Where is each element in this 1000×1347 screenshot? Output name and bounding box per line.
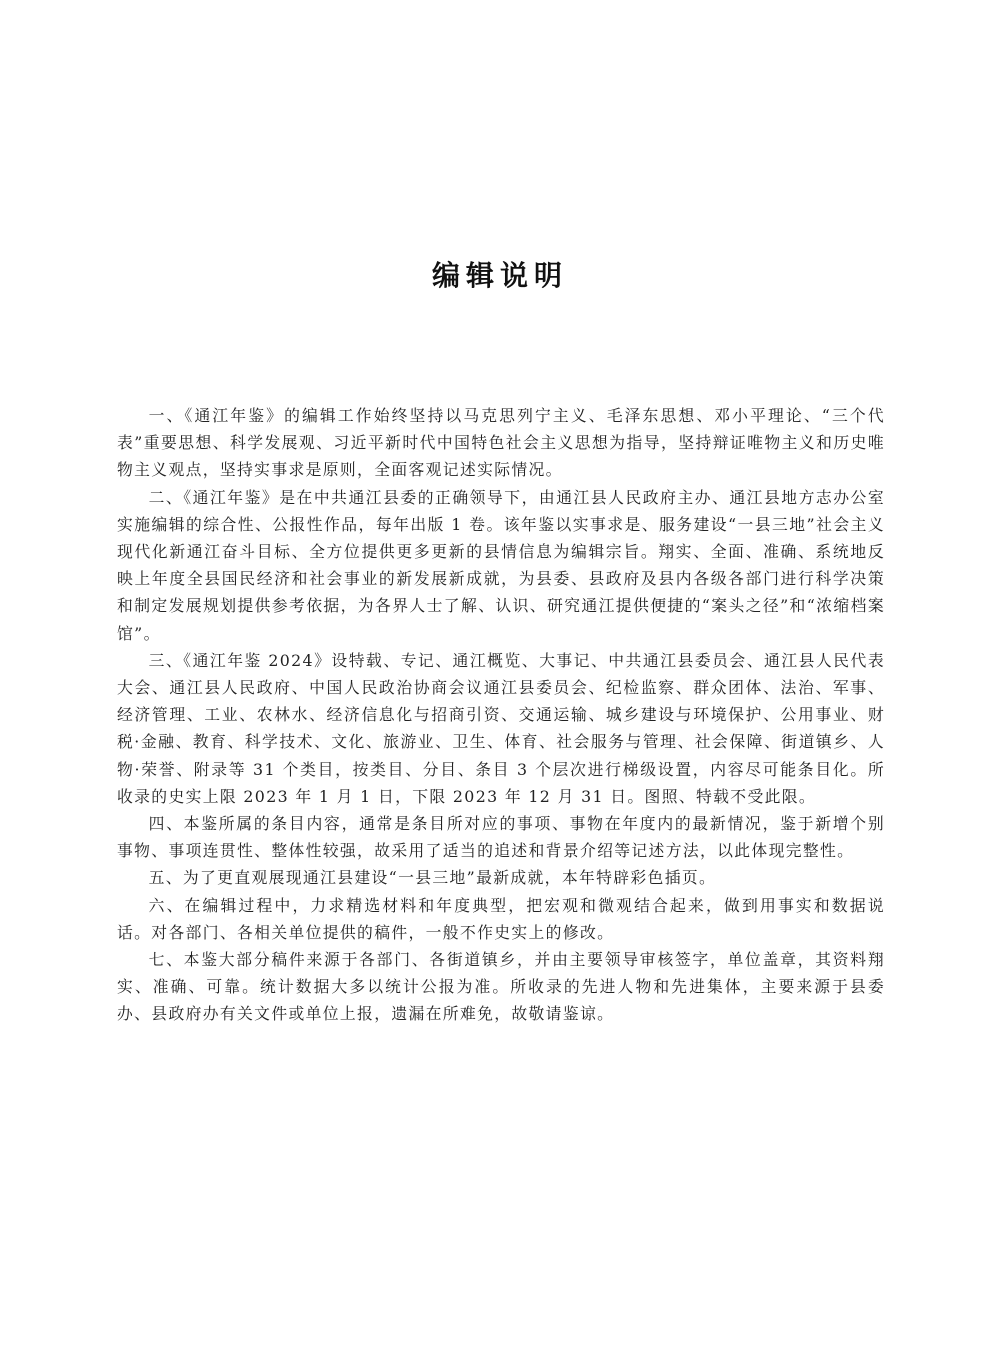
paragraph-5: 五、为了更直观展现通江县建设“一县三地”最新成就，本年特辟彩色插页。 [148, 868, 717, 888]
paragraph-1: 一、《通江年鉴》的编辑工作始终坚持以马克思列宁主义、毛泽东思想、邓小平理论、“三个代表”重要思想、科学发展观、习近平新时代中国特色社会主义思想为指导，坚持辩证唯物主义和历史唯物主义观点，坚持实事求是原则，全面客观记述实际情况。 [117, 406, 885, 480]
editorial-notes-body [117, 402, 885, 1028]
page-title: 编辑说明 [431, 259, 568, 292]
paragraph-4: 四、本鉴所属的条目内容，通常是条目所对应的事项、事物在年度内的最新情况，鉴于新增个别事物、事项连贯性、整体性较强，故采用了适当的追述和背景介绍等记述方法，以此体现完整性。 [117, 814, 885, 861]
paragraph-3: 三、《通江年鉴 2024》设特载、专记、通江概览、大事记、中共通江县委员会、通江县人民代表大会、通江县人民政府、中国人民政治协商会议通江县委员会、纪检监察、群众团体、法治、军事、经济管理、工业、农林水、经济信息化与招商引资、交通运输、城乡建设与环境保护、公用事业、财税·金融、教育、科学技术、文化、旅游业、卫生、体育、社会服务与管理、社会保障、街道镇乡、人物·荣誉、附录等 31 个类目，按类目、分目、条目 3 个层次进行梯级设置，内容尽可能条目化。所收录的史实上限 2023 年 1 月 1 日，下限 2023 年 12 月 31 日。图照、特载不受此限。 [117, 650, 885, 806]
paragraph-6: 六、在编辑过程中，力求精选材料和年度典型，把宏观和微观结合起来，做到用事实和数据说话。对各部门、各相关单位提供的稿件，一般不作史实上的修改。 [117, 895, 885, 942]
paragraph-7: 七、本鉴大部分稿件来源于各部门、各街道镇乡，并由主要领导审核签字，单位盖章，其资料翔实、准确、可靠。统计数据大多以统计公报为准。所收录的先进人物和先进集体，主要来源于县委办、县政府办有关文件或单位上报，遗漏在所难免，故敬请鉴谅。 [117, 950, 885, 1024]
paragraph-2: 二、《通江年鉴》是在中共通江县委的正确领导下，由通江县人民政府主办、通江县地方志办公室实施编辑的综合性、公报性作品，每年出版 1 卷。该年鉴以实事求是、服务建设“一县三地”社会主义现代化新通江奋斗目标、全方位提供更多更新的县情信息为编辑宗旨。翔实、全面、准确、系统地反映上年度全县国民经济和社会事业的新发展新成就，为县委、县政府及县内各级各部门进行科学决策和制定发展规划提供参考依据，为各界人士了解、认识、研究通江提供便捷的“案头之径”和“浓缩档案馆”。 [117, 487, 885, 643]
